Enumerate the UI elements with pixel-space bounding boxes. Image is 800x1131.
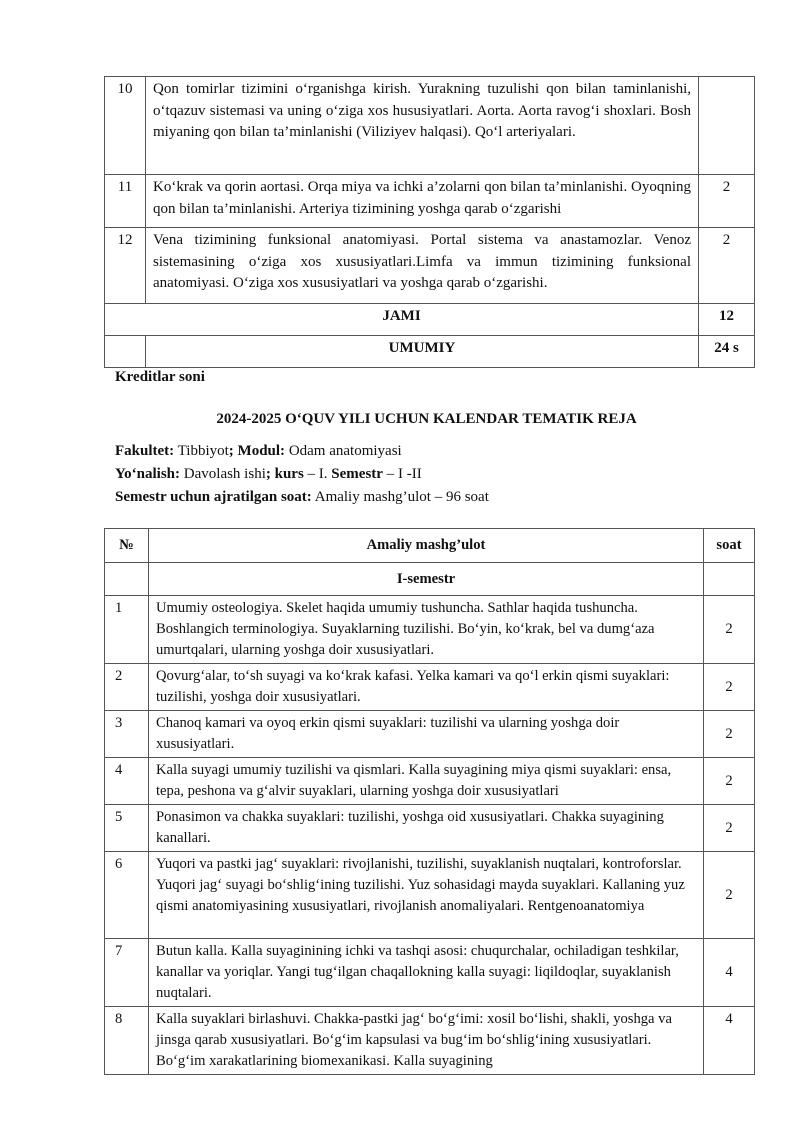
row-number: 2 xyxy=(105,664,149,711)
table-row xyxy=(105,805,755,852)
table-row xyxy=(105,852,755,939)
header-topic: Amaliy mashg’ulot xyxy=(149,529,704,563)
semester-heading: I-semestr xyxy=(149,563,704,596)
table-row xyxy=(105,1007,755,1075)
total-row xyxy=(105,304,755,336)
direction-line xyxy=(115,466,422,483)
direction-value: Davolash ishi xyxy=(180,466,266,482)
table-row xyxy=(105,758,755,805)
credits-label: Kreditlar soni xyxy=(115,369,205,385)
empty-cell xyxy=(105,563,149,596)
table-row xyxy=(105,596,755,664)
row-hours: 2 xyxy=(704,711,755,758)
semester-label: Semestr xyxy=(331,466,383,482)
total-value: 12 xyxy=(699,304,755,336)
row-topic: Vena tizimining funksional anatomiyasi. Portal sistema va anastamozlar. Venoz sistemasining o‘ziga xos xususiyatlari.Limfa va immun tizimining funksional anatomiyasi. O‘ziga xos xususiyatlari va yoshga qarab o‘zgarishi. xyxy=(146,228,699,304)
row-number: 5 xyxy=(105,805,149,852)
table-row xyxy=(105,711,755,758)
row-hours: 2 xyxy=(699,228,755,304)
faculty-label: Fakultet: xyxy=(115,443,175,459)
row-number: 7 xyxy=(105,939,149,1007)
faculty-line xyxy=(115,443,402,460)
row-number: 10 xyxy=(105,77,146,175)
direction-label: Yo‘nalish: xyxy=(115,466,181,482)
row-number: 6 xyxy=(105,852,149,939)
row-number: 12 xyxy=(105,228,146,304)
row-topic: Umumiy osteologiya. Skelet haqida umumiy tushuncha. Sathlar haqida tushuncha. Boshlangich terminologiya. Suyaklarning tuzilishi. Bo‘yin, ko‘krak, bel va dumg‘aza umurtqalari, ularning yoshga doir xususiyatlari. xyxy=(149,596,704,664)
grand-total-row xyxy=(105,336,755,368)
curriculum-table-continued xyxy=(104,76,755,368)
row-hours: 2 xyxy=(704,805,755,852)
header-hours: soat xyxy=(704,529,755,563)
hours-value: Amaliy mashg’ulot – 96 soat xyxy=(311,489,489,505)
faculty-value: Tibbiyot xyxy=(174,443,229,459)
row-number: 11 xyxy=(105,175,146,228)
header-number: № xyxy=(105,529,149,563)
row-number: 3 xyxy=(105,711,149,758)
row-hours xyxy=(699,77,755,175)
page-title: 2024-2025 O‘QUV YILI UCHUN KALENDAR TEMATIK REJA xyxy=(216,411,637,427)
row-hours: 2 xyxy=(704,596,755,664)
course-label: ; kurs xyxy=(265,466,304,482)
module-label: Modul: xyxy=(233,443,286,459)
row-hours: 2 xyxy=(704,852,755,939)
grand-total-value: 24 s xyxy=(699,336,755,368)
separator: ; xyxy=(228,443,234,459)
total-label: JAMI xyxy=(105,304,699,336)
semester-value: – I -II xyxy=(382,466,422,482)
row-hours: 4 xyxy=(704,1007,755,1075)
calendar-plan-table xyxy=(104,528,755,1075)
empty-cell xyxy=(105,336,146,368)
table-row xyxy=(105,228,755,304)
row-topic: Butun kalla. Kalla suyaginining ichki va tashqi asosi: chuqurchalar, ochiladigan teshkilar, kanallar va yoriqlar. Yangi tug‘ilgan chaqallokning kalla suyagi: liqildoqlar, suyaklanish nuqtalari. xyxy=(149,939,704,1007)
table-row xyxy=(105,77,755,175)
empty-cell xyxy=(704,563,755,596)
row-number: 8 xyxy=(105,1007,149,1075)
module-value: Odam anatomiyasi xyxy=(285,443,402,459)
table-row xyxy=(105,939,755,1007)
row-hours: 2 xyxy=(704,664,755,711)
row-number: 1 xyxy=(105,596,149,664)
row-hours: 2 xyxy=(704,758,755,805)
row-topic: Ko‘krak va qorin aortasi. Orqa miya va ichki a’zolarni qon bilan ta’minlanishi. Oyoqning qon bilan ta’minlanishi. Arteriya tizimining yoshga qarab o‘zgarishi xyxy=(146,175,699,228)
row-topic: Yuqori va pastki jag‘ suyaklari: rivojlanishi, tuzilishi, suyaklanish nuqtalari, kontroforslar. Yuqori jag‘ suyagi bo‘shlig‘ining tuzilishi. Yuz sohasidagi mayda suyaklari. Kallaning yuz qismi anatomiyasining xususiyatlari, rivojlanish anomaliyalari. Rentgenoanatomiya xyxy=(149,852,704,939)
hours-label: Semestr uchun ajratilgan soat: xyxy=(115,489,312,505)
row-topic: Ponasimon va chakka suyaklari: tuzilishi, yoshga oid xususiyatlari. Chakka suyagining kanallari. xyxy=(149,805,704,852)
table-row xyxy=(105,664,755,711)
table-row xyxy=(105,175,755,228)
hours-line xyxy=(115,489,489,506)
row-number: 4 xyxy=(105,758,149,805)
row-hours: 2 xyxy=(699,175,755,228)
semester-row xyxy=(105,563,755,596)
row-hours: 4 xyxy=(704,939,755,1007)
row-topic: Kalla suyaklari birlashuvi. Chakka-pastki jag‘ bo‘g‘imi: xosil bo‘lishi, shakli, yoshga va jinsga qarab xususiyatlari. Bo‘g‘im kapsulasi va bug‘im bo‘shlig‘ining xususiyatlari. Bo‘g‘im xarakatlarining biomexanikasi. Kalla suyagining xyxy=(149,1007,704,1075)
row-topic: Qovurg‘alar, to‘sh suyagi va ko‘krak kafasi. Yelka kamari va qo‘l erkin qismi suyaklari: tuzilishi, yoshga doir xususiyatlari. xyxy=(149,664,704,711)
row-topic: Qon tomirlar tizimini o‘rganishga kirish. Yurakning tuzulishi qon bilan taminlanishi, o‘tqazuv sistemasi va uning o‘ziga xos hususiyatlari. Aorta. Aorta ravog‘i shoxlari. Bosh miyaning qon bilan ta’minlanishi (Viliziyev halqasi). Qo‘l arteriyalari. xyxy=(146,77,699,175)
row-topic: Chanoq kamari va oyoq erkin qismi suyaklari: tuzilishi va ularning yoshga doir xususiyatlari. xyxy=(149,711,704,758)
grand-total-label: UMUMIY xyxy=(146,336,699,368)
row-topic: Kalla suyagi umumiy tuzilishi va qismlari. Kalla suyagining miya qismi suyaklari: ensa, tepa, peshona va g‘alvir suyaklari, ularning yoshga doir xususiyatlari xyxy=(149,758,704,805)
table-header-row xyxy=(105,529,755,563)
course-value: – I. xyxy=(303,466,332,482)
